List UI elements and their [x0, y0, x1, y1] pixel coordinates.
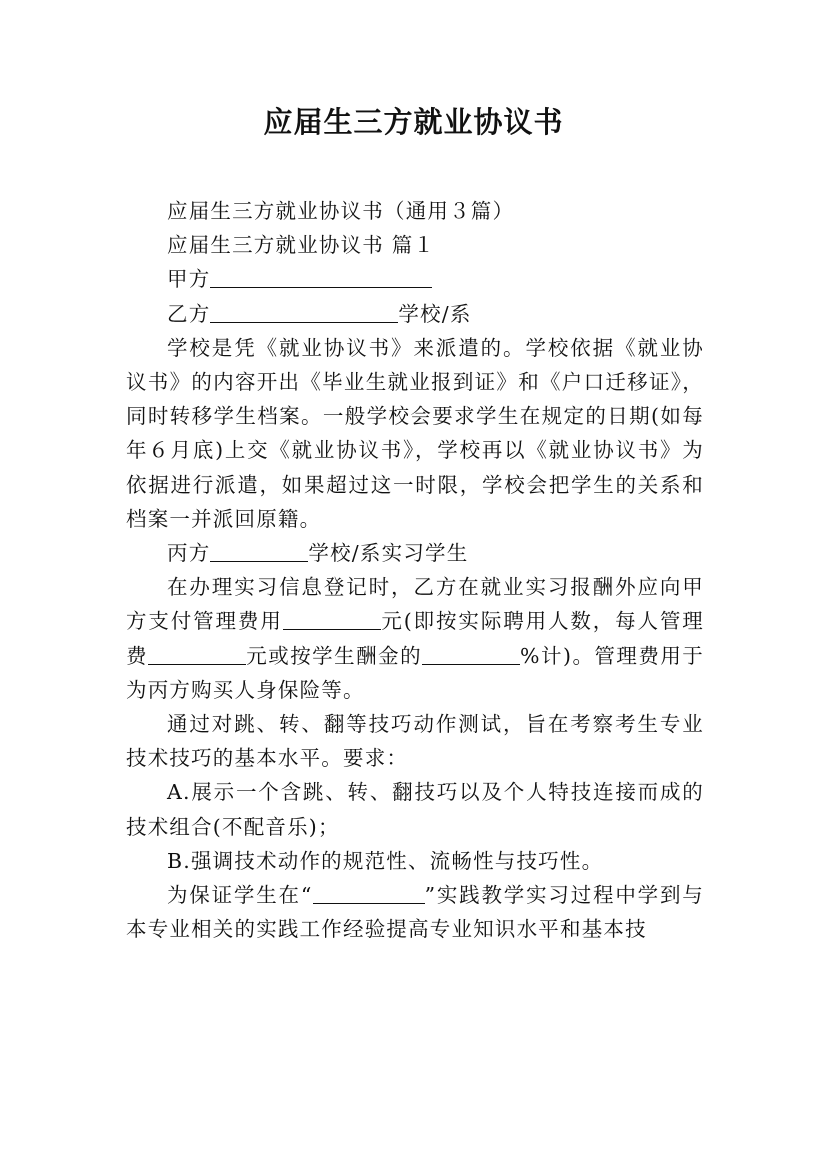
management-fee-paragraph	[126, 570, 704, 707]
requirement-a: A.展示一个含跳、转、翻技巧以及个人特技连接而成的技术组合(不配音乐)；	[126, 780, 704, 839]
party-c-blank	[210, 541, 308, 562]
fee-text-2: 元(即按实际聘用人数，每人管理费	[126, 609, 704, 668]
fee-percent-blank	[422, 644, 520, 665]
party-a-label: 甲方	[167, 267, 211, 292]
fee-text-4: %计)。管理费用于为丙方购买人身保险等。	[126, 643, 705, 702]
party-c-suffix: 学校/系实习学生	[308, 541, 469, 566]
party-b-suffix: 学校/系	[398, 301, 472, 326]
practice-paragraph	[126, 878, 704, 946]
fee-text-1: 在办理实习信息登记时，乙方在就业实习报酬外应向甲方支付管理费用	[126, 575, 704, 634]
practice-blank	[313, 883, 425, 904]
document-title: 应届生三方就业协议书	[263, 105, 564, 139]
school-dispatch-paragraph: 学校是凭《就业协议书》来派遣的。学校依据《就业协议书》的内容开出《毕业生就业报到证》和《户口迁移证》，同时转移学生档案。一般学校会要求学生在规定的日期(如每年６月底)上交《就业协议书》，学校再以《就业协议书》为依据进行派遣，如果超过这一时限，学校会把学生的关系和档案一并派回原籍。	[126, 335, 704, 531]
party-c-label: 丙方	[167, 541, 211, 566]
section-heading: 应届生三方就业协议书 篇１	[167, 233, 436, 258]
document-subtitle: 应届生三方就业协议书（通用３篇）	[167, 199, 515, 223]
practice-text-1: 为保证学生在“	[167, 883, 313, 908]
document-body	[126, 194, 704, 946]
party-a-line	[126, 262, 704, 296]
requirement-b: B.强调技术动作的规范性、流畅性与技巧性。	[167, 848, 604, 873]
party-a-blank	[210, 267, 432, 288]
party-c-line	[126, 536, 704, 570]
party-b-label: 乙方	[167, 301, 211, 326]
party-b-blank	[210, 302, 398, 323]
fee-text-3: 元或按学生酬金的	[245, 643, 423, 668]
skills-test-paragraph: 通过对跳、转、翻等技巧动作测试，旨在考察考生专业技术技巧的基本水平。要求：	[126, 712, 704, 771]
fee-amount-blank	[283, 609, 381, 630]
fee-per-person-blank	[148, 644, 246, 665]
party-b-line	[126, 297, 704, 331]
practice-text-2: ”实践教学实习过程中学到与本专业相关的实践工作经验提高专业知识水平和基本技	[126, 883, 704, 942]
